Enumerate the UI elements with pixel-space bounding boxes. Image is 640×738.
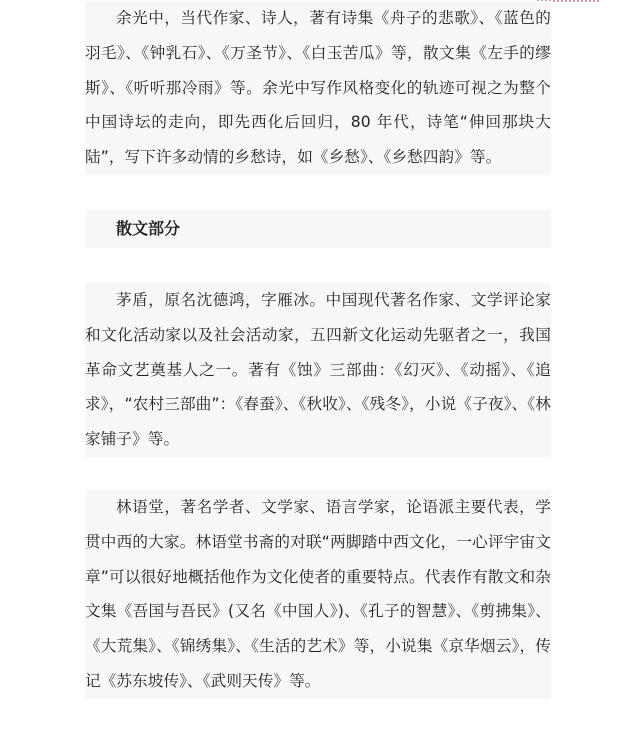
paragraph-mao-dun: 茅盾，原名沈德鸿，字雁冰。中国现代著名作家、文学评论家和文化活动家以及社会活动家，五四新文化运动先驱者之一，我国革命文艺奠基人之一。著有《蚀》三部曲：《幻灭》、《动摇》、《追求》，“农村三部曲”：《春蚕》、《秋收》、《残冬》，小说《子夜》、《林家铺子》等。 bbox=[85, 283, 551, 457]
paragraph-yu-guangzhong: 余光中，当代作家、诗人，著有诗集《舟子的悲歌》、《蓝色的羽毛》、《钟乳石》、《万圣节》、《白玉苦瓜》等，散文集《左手的缪斯》、《听听那冷雨》等。余光中写作风格变化的轨迹可视之为整个中国诗坛的走向，即先西化后回归，80 年代，诗笔“伸回那块大陆”，写下许多动情的乡愁诗，如《乡愁》、《乡愁四韵》等。 bbox=[85, 1, 551, 175]
paragraph-lin-yutang: 林语堂，著名学者、文学家、语言学家，论语派主要代表，学贯中西的大家。林语堂书斋的对联“两脚踏中西文化，一心评宇宙文章”可以很好地概括他作为文化使者的重要特点。代表作有散文和杂文集《吾国与吾民》(又名《中国人》)、《孔子的智慧》、《剪拂集》、《大荒集》、《锦绣集》、《生活的艺术》等，小说集《京华烟云》，传记《苏东坡传》、《武则天传》等。 bbox=[85, 490, 551, 699]
section-heading: 散文部分 bbox=[85, 210, 551, 248]
